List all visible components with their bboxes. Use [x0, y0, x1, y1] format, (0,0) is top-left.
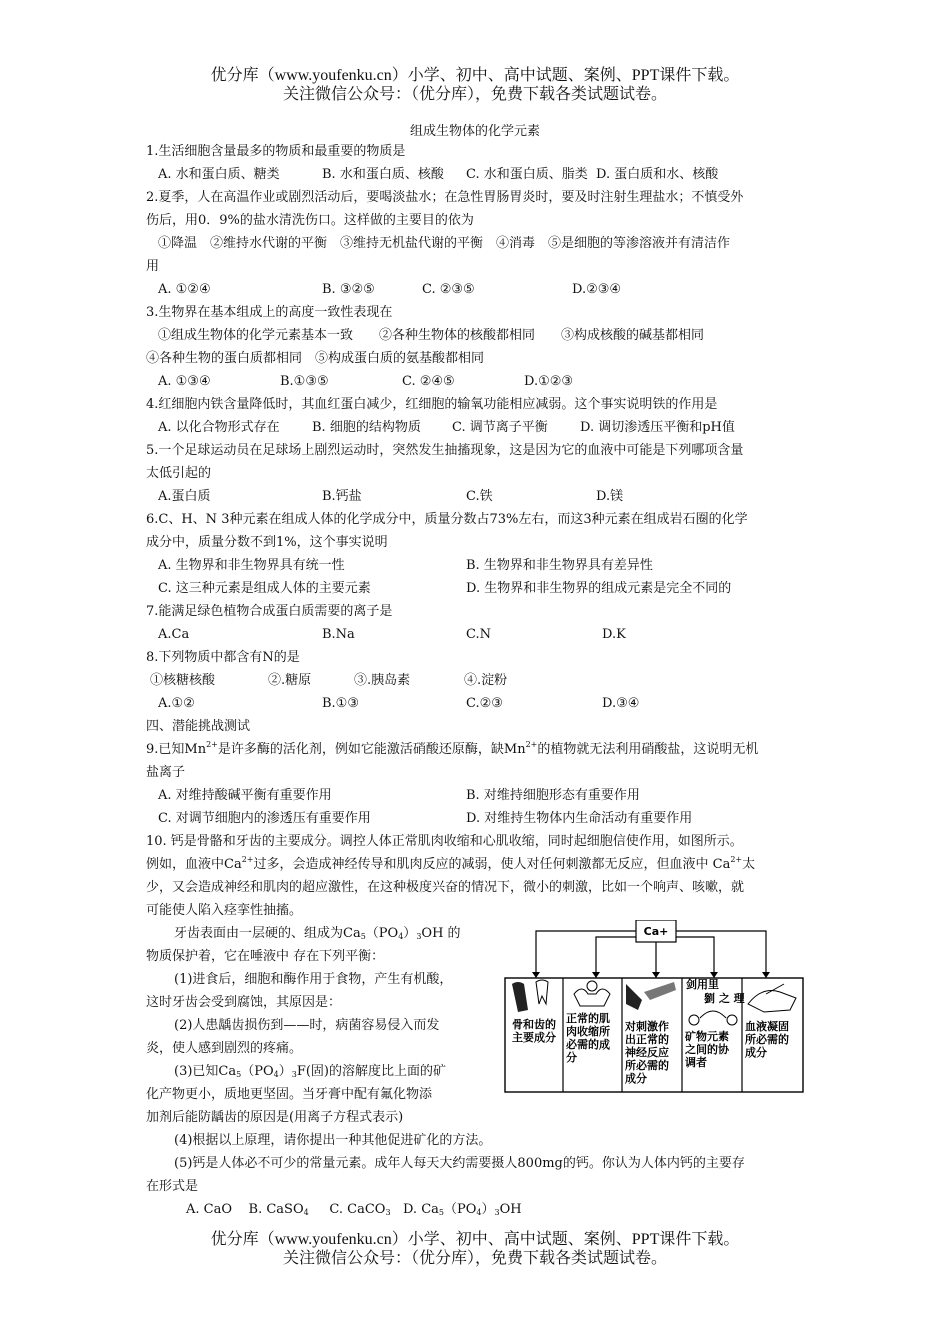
box-4-line-1: 矿物元素: [685, 1030, 729, 1043]
header-line-2: 关注微信公众号：（优分库），免费下载各类试题试卷。: [282, 86, 667, 103]
q10-line-3: 少，又会造成神经和肌肉的超应激性，在这种极度兴奋的情况下，微小的刺激，比如一个响声、咳嗽，就: [146, 880, 745, 895]
q3-option-d: D.①②③: [524, 374, 574, 389]
q4-stem: 4.红细胞内铁含量降低时，其血红蛋白减少，红细胞的输氧功能相应减弱。这个事实说明铁的作用是: [146, 397, 718, 412]
q8-items: [146, 669, 810, 692]
q9-stem-2: 盐离子: [146, 765, 186, 780]
q9-sup-2: 2+: [525, 740, 538, 749]
q2-option-b: B. ③②⑤: [322, 282, 375, 297]
q4-option-c: C. 调节离子平衡: [452, 420, 548, 435]
q9-option-d: D. 对维持生物体内生命活动有重要作用: [466, 811, 693, 826]
q1-option-d: D. 蛋白质和水、核酸: [596, 167, 719, 182]
q10-option-d-4: OH: [499, 1202, 522, 1217]
box-5-line-1: 血液凝固: [745, 1020, 789, 1033]
q10-s3b-text: （PO: [241, 1064, 274, 1079]
q7-stem: 7.能满足绿色植物合成蛋白质需要的离子是: [146, 604, 393, 619]
q7-option-b: B.Na: [322, 627, 355, 642]
q10-s3d-text: F(固)的溶解度比上面的矿: [296, 1064, 446, 1079]
q10-text-beside-figure: [146, 922, 491, 1129]
box-2-line-4: 分: [566, 1051, 577, 1064]
page-header: [0, 66, 950, 104]
q2-stem-1: 2.夏季，人在高温作业或剧烈活动后，要喝淡盐水；在急性胃肠胃炎时，要及时注射生理盐水；不慎受外: [146, 190, 744, 205]
q10-option-a: A. CaO: [186, 1202, 233, 1217]
page-footer: [0, 1230, 950, 1268]
q1-option-b: B. 水和蛋白质、核酸: [322, 167, 444, 182]
q1-options: [146, 163, 810, 186]
box-3-line-4: 所必需的: [625, 1059, 669, 1072]
header-line-1: 优分库（www.youfenku.cn）小学、初中、高中试题、案例、PPT课件下载。: [210, 67, 740, 84]
q10-option-d-3: ）: [481, 1202, 495, 1217]
box-3-line-1: 对刺激作: [625, 1020, 669, 1033]
q5-option-d: D.镁: [596, 489, 624, 504]
q10-line-2b: 过多，会造成神经传导和肌肉反应的减弱，使人对任何刺激都无反应，但血液中 Ca: [253, 857, 731, 872]
q10-sub-3: 3: [416, 932, 422, 941]
q1-option-c: C. 水和蛋白质、脂类: [466, 167, 588, 182]
q6-options-row-2: [146, 577, 810, 600]
q10-opt-d-sub-3: 3: [494, 1208, 500, 1217]
q9-option-b: B. 对维持细胞形态有重要作用: [466, 788, 640, 803]
q10-option-d: D. Ca: [402, 1202, 439, 1217]
q8-option-b: B.①③: [322, 696, 359, 711]
q10-sub-4: (4)根据以上原理，请你提出一种其他促进矿化的方法。: [174, 1133, 492, 1148]
box-4-top-label: 劉 之 理: [704, 992, 745, 1005]
q10-line-4: 可能使人陷入痉挛性抽搐。: [146, 903, 303, 918]
q1-option-a: A. 水和蛋白质、糖类: [158, 167, 280, 182]
q3-option-a: A. ①③④: [158, 374, 211, 389]
q10-line-2: [146, 853, 810, 876]
q2-option-d: D.②③④: [572, 282, 622, 297]
q2-stem-2: 伤后，用0．9%的盐水清洗伤口。这样做的主要目的依为: [146, 213, 474, 228]
q9-stem-b: 是许多酶的活化剂，例如它能激活硝酸还原酶，缺Mn: [217, 742, 526, 757]
q10-sub-3f: 加剂后能防龋齿的原因是(用离子方程式表示): [146, 1110, 404, 1125]
q10-option-d-2: （PO: [443, 1202, 477, 1217]
q6-option-c: C. 这三种元素是组成人体的主要元素: [158, 581, 371, 596]
q8-item-1: ①核糖核酸: [150, 673, 216, 688]
box-3-line-2: 出正常的: [625, 1033, 669, 1046]
box-5-line-3: 成分: [745, 1046, 767, 1059]
box-4-line-3: 调者: [685, 1056, 707, 1069]
q7-option-a: A.Ca: [158, 627, 190, 642]
q6-options-row-1: [146, 554, 810, 577]
box-1-line-1: 骨和齿的: [512, 1018, 556, 1031]
q10-sub-5: 5: [360, 932, 366, 941]
q10-option-c: C. CaCO: [329, 1202, 386, 1217]
q9-stem-a: 9.已知Mn: [146, 742, 207, 757]
q5-option-a: A.蛋白质: [158, 489, 211, 504]
q10-sup-b: 2+: [730, 855, 743, 864]
q2-items-1: ①降温 ②维持水代谢的平衡 ③维持无机盐代谢的平衡 ④消毒 ⑤是细胞的等渗溶液并有清洁作: [158, 236, 731, 251]
q10-para-2d-text: OH 的: [421, 926, 461, 941]
arrow-heads: [532, 972, 770, 978]
box-3-line-3: 神经反应: [625, 1046, 669, 1059]
q10-option-b: B. CaSO: [248, 1202, 304, 1217]
q5-option-c: C.铁: [466, 489, 493, 504]
q10-sub-5a: (5)钙是人体必不可少的常量元素。成年人每天大约需要摄人800mg的钙。你认为人体内钙的主要存: [174, 1156, 745, 1171]
q7-options: [146, 623, 810, 646]
q7-option-c: C.N: [466, 627, 491, 642]
footer-line-1: 优分库（www.youfenku.cn）小学、初中、高中试题、案例、PPT课件下载。: [210, 1231, 740, 1248]
box-3-top-label: 剑用里: [686, 978, 719, 991]
q9-stem-c: 的植物就无法利用硝酸盐，这说明无机: [537, 742, 759, 757]
box-1-line-2: 主要成分: [512, 1031, 556, 1044]
q2-options: [146, 278, 810, 301]
q10-sub-2a: (2)人患龋齿损伤到——时，病菌容易侵入而发: [174, 1018, 440, 1033]
q6-option-a: A. 生物界和非生物界具有统一性: [158, 558, 345, 573]
ca-ion-label: Ca+: [643, 925, 669, 938]
q2-option-a: A. ①②④: [158, 282, 211, 297]
section-4-heading: 四、潜能挑战测试: [146, 719, 251, 734]
footer-line-2: 关注微信公众号：（优分库），免费下载各类试题试卷。: [282, 1250, 667, 1267]
q10-opt-c-sub: 3: [385, 1208, 391, 1217]
box-4-line-2: 之间的协: [685, 1043, 729, 1056]
q5-options: [146, 485, 810, 508]
box-2-line-1: 正常的肌: [566, 1012, 610, 1025]
q8-options: [146, 692, 810, 715]
q10-s3-sub-4: 4: [273, 1070, 279, 1079]
q4-option-a: A. 以化合物形式存在: [158, 420, 280, 435]
q8-item-3: ③.胰岛素: [354, 673, 411, 688]
box-2-line-2: 肉收缩所: [566, 1025, 610, 1038]
q4-option-d: D. 调切渗透压平衡和pH值: [580, 420, 735, 435]
document-title: 组成生物体的化学元素: [409, 124, 540, 139]
q3-option-c: C. ②④⑤: [402, 374, 455, 389]
q10-s3-sub-3: 3: [291, 1070, 297, 1079]
q8-option-d: D.③④: [602, 696, 640, 711]
q9-option-c: C. 对调节细胞内的渗透压有重要作用: [158, 811, 371, 826]
q10-sup-a: 2+: [241, 855, 254, 864]
q10-para-2a-text: 牙齿表面由一层硬的、组成为Ca: [174, 926, 361, 941]
box-2-line-3: 必需的成: [566, 1038, 610, 1051]
q9-option-a: A. 对维持酸碱平衡有重要作用: [158, 788, 332, 803]
q8-option-c: C.②③: [466, 696, 503, 711]
q9-sup-1: 2+: [206, 740, 218, 749]
q10-para-2e: 物质保护着，它在唾液中 存在下列平衡：: [146, 949, 385, 964]
q10-sub-4: 4: [398, 932, 404, 941]
q8-item-2: ②.糖原: [268, 673, 312, 688]
q9-stem-1: [146, 738, 810, 761]
q2-option-c: C. ②③⑤: [422, 282, 475, 297]
q5-stem-1: 5.一个足球运动员在足球场上剧烈运动时，突然发生抽搐现象，这是因为它的血液中可能是下列哪项含量: [146, 443, 744, 458]
q10-options: [146, 1198, 810, 1221]
q5-option-b: B.钙盐: [322, 489, 362, 504]
q10-s3c-text: ）: [278, 1064, 292, 1079]
q8-stem: 8.下列物质中都含有N的是: [146, 650, 300, 665]
q6-stem-1: 6.C、H、N 3种元素在组成人体的化学成分中，质量分数占73%左右，而这3种元素在组成岩石圈的化学: [146, 512, 748, 527]
q4-options: [146, 416, 810, 439]
q10-s3a-text: (3)已知Ca: [174, 1064, 237, 1079]
q6-option-b: B. 生物界和非生物界具有差异性: [466, 558, 653, 573]
q9-options-row-2: [146, 807, 810, 830]
q3-items-1: ①组成生物体的化学元素基本一致 ②各种生物体的核酸都相同 ③构成核酸的碱基都相同: [158, 328, 705, 343]
box-3-line-5: 成分: [625, 1072, 647, 1085]
q6-option-d: D. 生物界和非生物界的组成元素是完全不同的: [466, 581, 732, 596]
q8-option-a: A.①②: [158, 696, 195, 711]
q10-sub-2b: 炎，使人感到剧烈的疼痛。: [146, 1041, 303, 1056]
q10-sub-3a: [146, 1060, 491, 1083]
q10-s3-sub-5: 5: [236, 1070, 242, 1079]
q9-options-row-1: [146, 784, 810, 807]
q10-line-1: 10. 钙是骨骼和牙齿的主要成分。调控人体正常肌肉收缩和心肌收缩，同时起细胞信使作用，如图所示。: [146, 834, 743, 849]
q2-items-2: 用: [146, 259, 160, 274]
box-1-label: [512, 1017, 556, 1044]
q10-sub-1b: 这时牙齿会受到腐蚀，其原因是：: [146, 995, 342, 1010]
q8-item-4: ④.淀粉: [464, 673, 508, 688]
q10-line-2c: 太: [742, 857, 756, 872]
q10-sub-1a: (1)进食后，细胞和酶作用于食物，产生有机酸，: [174, 972, 453, 987]
q5-stem-2: 太低引起的: [146, 466, 212, 481]
q3-items-2: ④各种生物的蛋白质都相同 ⑤构成蛋白质的氨基酸都相同: [146, 351, 485, 366]
q10-para-2a: [146, 922, 491, 945]
box-5-line-2: 所必需的: [745, 1033, 789, 1046]
q3-stem: 3.生物界在基本组成上的高度一致性表现在: [146, 305, 393, 320]
q4-option-b: B. 细胞的结构物质: [312, 420, 421, 435]
q10-sub-3e: 化产物更小，质地更坚固。当牙膏中配有氟化物添: [146, 1087, 433, 1102]
calcium-function-diagram: [504, 920, 808, 1094]
q10-opt-b-sub: 4: [303, 1208, 309, 1217]
q10-sub-5b: 在形式是: [146, 1179, 199, 1194]
q6-stem-2: 成分中，质量分数不到1%，这个事实说明: [146, 535, 388, 550]
q10-para-2c-text: ）: [403, 926, 417, 941]
q3-options: [146, 370, 810, 393]
q10-para-2b-text: （PO: [365, 926, 399, 941]
q7-option-d: D.K: [602, 627, 626, 642]
q1-stem: 1.生活细胞含量最多的物质和最重要的物质是: [146, 144, 406, 159]
q3-option-b: B.①③⑤: [280, 374, 329, 389]
q10-line-2a: 例如，血液中Ca: [146, 857, 242, 872]
q10-opt-d-sub-4: 4: [476, 1208, 482, 1217]
q10-opt-d-sub-5: 5: [438, 1208, 444, 1217]
